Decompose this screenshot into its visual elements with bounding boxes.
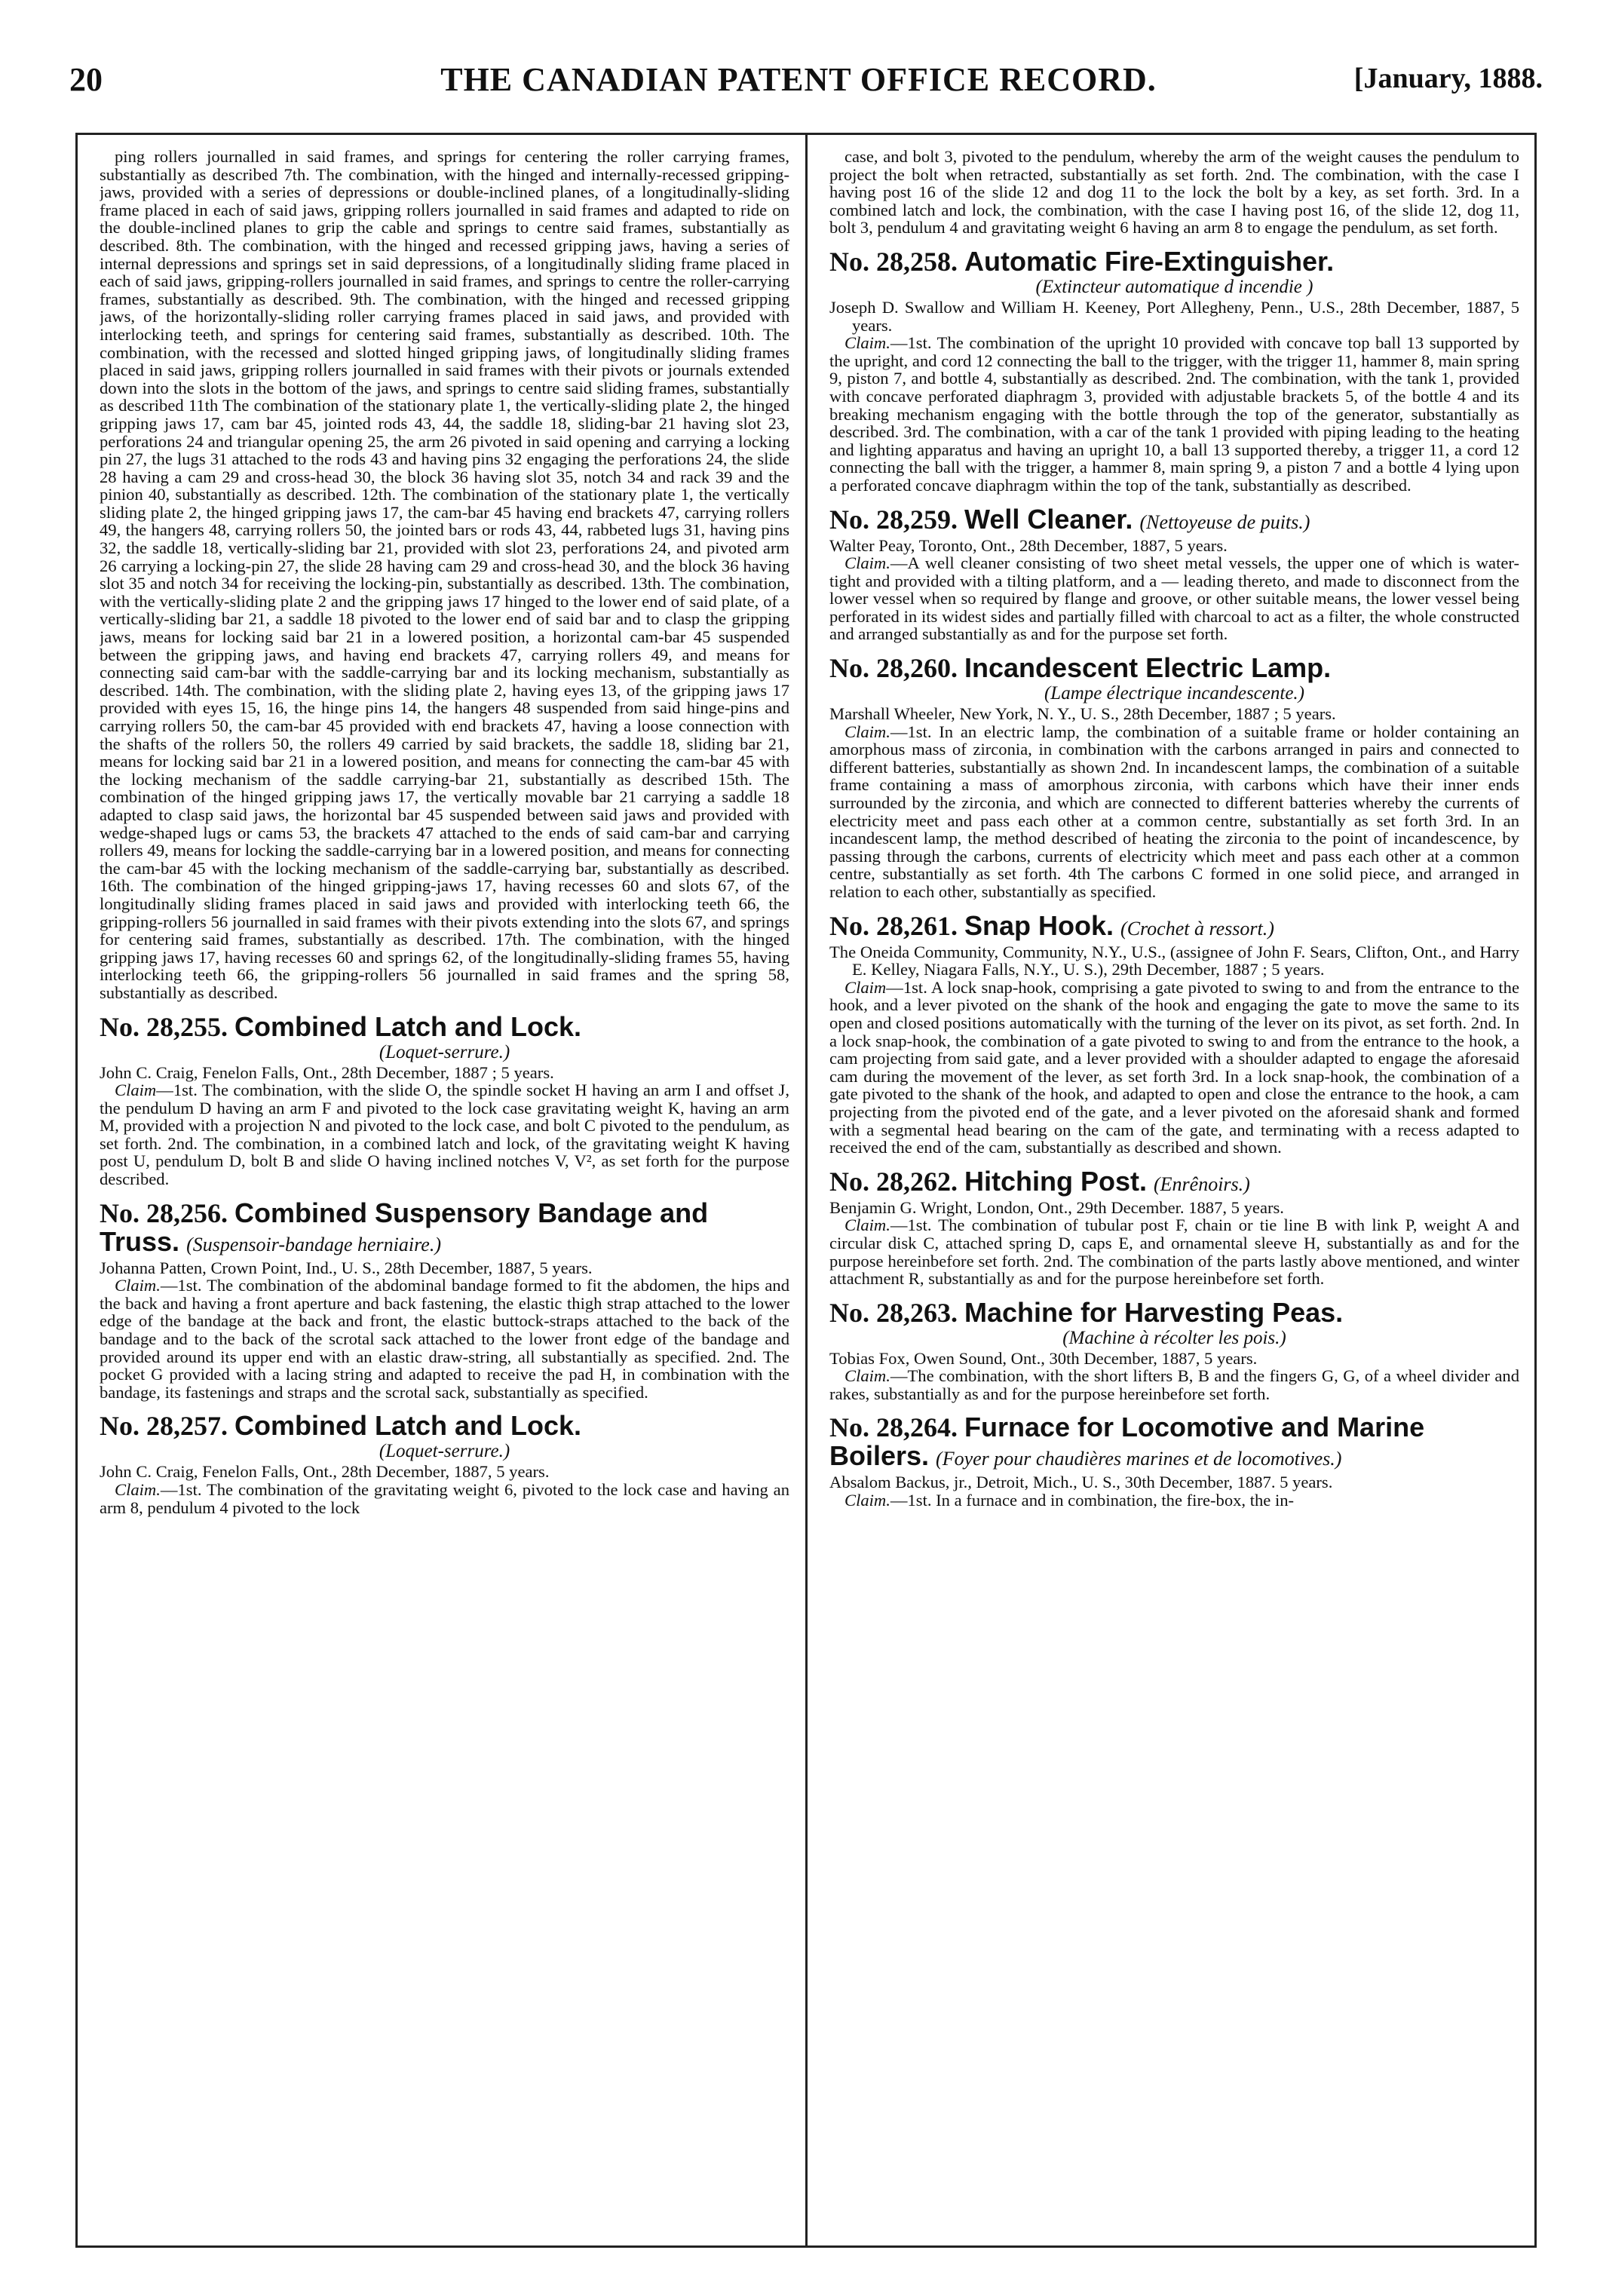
claim-label: Claim. (844, 333, 890, 353)
claim-label: Claim. (844, 1491, 890, 1510)
claim-text (100, 1277, 789, 1401)
entry-heading (100, 1412, 789, 1440)
french-title: (Loquet-serrure.) (379, 1441, 510, 1462)
page-number: 20 (69, 61, 103, 98)
inventor-line: Walter Peay, Toronto, Ont., 28th December, 1887, 5 years. (829, 535, 1228, 555)
patent-entry-28258 (829, 247, 1519, 495)
french-title: (Loquet-serrure.) (379, 1041, 510, 1062)
claim-label: Claim (115, 1081, 157, 1100)
claim-body: —A well cleaner consisting of two sheet metal vessels, the upper one of which is water-tight and provided with a tilting platform, and a — leading thereto, and made to disconnect from the lower vessel when so required by flange and groove, or other suitable means, the lower vessel being perforated in its widest sides and partially filled with charcoal to act as a filter, the whole constructed and arranged substantially as and for the purpose set forth. (829, 553, 1519, 644)
patent-number: No. 28,263. (829, 1297, 958, 1328)
claim-text (829, 334, 1519, 494)
patent-title: Machine for Harvesting Peas. (964, 1296, 1344, 1328)
claim-label: Claim. (844, 553, 890, 573)
patent-entry-28262 (829, 1167, 1519, 1288)
french-title: (Lampe électrique incandescente.) (1044, 683, 1304, 704)
patent-entry-28257 (100, 1412, 789, 1516)
patent-number: No. 28,256. (100, 1197, 228, 1228)
entry-heading (829, 1167, 1519, 1199)
entry-heading (829, 247, 1519, 276)
entry-heading (829, 1413, 1519, 1473)
continued-claims-text: case, and bolt 3, pivoted to the pendulum, whereby the arm of the weight causes the pendulum to project the bolt when retracted, substantially as set forth. 2nd. The combination, with the case I having post 16 of the slide 12 and dog 11 to the lock the bolt by a key, as set forth. 3rd. In a combined latch and lock, the combination, with the case I having post 16, of the slide 12, dog 11, bolt 3, pendulum 4 and gravitating weight 6 having an arm 8 to engage the pendulum, as set forth. (829, 148, 1519, 238)
inventor-line: Absalom Backus, jr., Detroit, Mich., U. S., 30th December, 1887. 5 years. (829, 1473, 1333, 1492)
patent-entry-28264 (829, 1413, 1519, 1509)
claim-body: —1st. The combination, with the slide O, the spindle socket H having an arm I and offset J, the pendulum D having an arm F and pivoted to the lock case gravitating weight K, having an arm M, provided with a projection N and pivoted to the lock case, and bolt C pivoted to the pendulum, as set forth. 2nd. The combination, in a combined latch and lock, of the gravitating weight K having post U, pendulum D, bolt B and slide O having inclined notches V, V², as set forth for the purpose described. (100, 1081, 789, 1189)
inventor-line: Johanna Patten, Crown Point, Ind., U. S., 28th December, 1887, 5 years. (100, 1258, 593, 1277)
patent-entry-28259 (829, 505, 1519, 644)
entry-heading (829, 909, 1519, 943)
patent-number: No. 28,260. (829, 653, 958, 684)
inventor-line: John C. Craig, Fenelon Falls, Ont., 28th December, 1887 ; 5 years. (100, 1062, 554, 1082)
patent-number: No. 28,257. (100, 1411, 228, 1442)
patent-entry-28261 (829, 909, 1519, 1157)
entry-heading (829, 1298, 1519, 1327)
claim-body: —1st. The combination of the abdominal bandage formed to fit the abdomen, the hips and the back and having a front aperture and back fastening, the elastic thigh strap attached to the lower edge of the bandage at the back and front, the elastic buttock-straps attached to the back of the bandage and to the back of the scrotal sack attached to the lower front edge of the bandage and provided around its upper end with an elastic draw-string, all substantially as specified. 2nd. The pocket G provided with a lacing string and adapted to receive the pad H, in combination with the bandage, its fastenings and straps and the scrotal sack, substantially as specified. (100, 1276, 789, 1402)
claim-label: Claim. (115, 1276, 161, 1295)
patent-number: No. 28,264. (829, 1412, 958, 1443)
claim-text (829, 1216, 1519, 1287)
claim-body: —1st. The combination of tubular post F, chain or tie line B with link P, weight A and circular disk C, attached spring D, caps E, and ornamental sleeve H, substantially as and for the purpose hereinbefore set forth. 2nd. The combination of the parts lastly above mentioned, and winter attachment R, substantially as and for the purpose hereinbefore set forth. (829, 1215, 1519, 1289)
claim-body: —1st. In a furnace and in combination, the fire-box, the in- (890, 1491, 1295, 1510)
claim-label: Claim (844, 977, 887, 997)
inventor-line: The Oneida Community, Community, N.Y., U.S., (assignee of John F. Sears, Clifton, Ont., and Harry E. Kelley, Niagara Falls, N.Y., U. S.), 29th December, 1887 ; 5 years. (829, 942, 1519, 979)
patent-entry-28256 (100, 1199, 789, 1402)
patent-number: No. 28,261. (829, 910, 958, 941)
claim-label: Claim. (844, 1215, 890, 1235)
claim-text (829, 979, 1519, 1157)
patent-entry-28260 (829, 654, 1519, 901)
french-title: (Foyer pour chaudières marines et de locomotives.) (936, 1448, 1342, 1470)
claim-text (829, 1491, 1519, 1510)
french-title: (Crochet à ressort.) (1120, 917, 1274, 940)
claim-text (829, 1367, 1519, 1402)
page-title: THE CANADIAN PATENT OFFICE RECORD. (440, 61, 1157, 98)
patent-title: Furnace for Locomotive and Marine Boilers. (829, 1412, 1425, 1472)
continued-claims-text: ping rollers journalled in said frames, and springs for centering the roller carrying frames, substantially as described 7th. The combination, with the hinged and internally-recessed gripping-jaws, provided with a series of depressions or double-inclined planes, of a longitudinally-sliding frame placed in each of said jaws, gripping rollers journalled in said frames and adapted to ride on the double-inclined planes to grip the cable and springs to centre said frames, substantially as described. 8th. The combination, with the hinged and recessed gripping jaws, having a series of internal depressions and springs set in said depressions, of a longitudinally sliding frame placed in each of said jaws, gripping-rollers journalled in said frames, and springs to centre the roller-carrying frames, substantially as described. 9th. The combination, with the hinged and recessed gripping jaws, of the horizontally-sliding roller carrying frames placed in said jaws, and provided with interlocking teeth, and springs for centering said frames, substantially as described. 10th. The combination, with the recessed and slotted hinged gripping jaws, of longitudinally sliding frames placed in said jaws, gripping rollers journalled in said frames with their pivots or journals extended down into the slots in the bottom of the jaws, and springs to centre said sliding frames, substantially as described 11th The combination of the stationary plate 1, the vertically-sliding plate 2, the hinged gripping jaws 17, cam bar 45, jointed rods 43, 44, the saddle 18, sliding-bar 21 having slot 23, perforations 24 and triangular opening 25, the arm 26 pivoted in said opening and carrying a locking pin 27, the lugs 31 attached to the rods 43 and having pins 32 engaging the perforations 24, the slide 28 having a cam 29 and cross-head 30, the block 36 having slot 35, notch 34 and rack 39 and the pinion 40, substantially as described. 12th. The combination of the stationary plate 1, the vertically sliding plate 2, the hinged gripping jaws 17, the cam-bar 45 having end brackets 47, carrying rollers 49, the hangers 48, carrying rollers 50, the jointed bars or rods 43, 44, rabbeted lugs 31, having pins 32, the saddle 18, vertically-sliding bar 21, provided with slot 23, perforations 24, and pivoted arm 26 carrying a locking-pin 27, the slide 28 having cam 29 and cross-head 30, and the block 36 having slot 35 and notch 34 for receiving the locking-pin, substantially as described. 13th. The combination, with the vertically-sliding plate 2 and the gripping jaws 17 hinged to the lower end of said plate, of a vertically-sliding bar 21, a saddle 18 pivoted to the lower end of said bar and to clasp the gripping jaws, means for locking said bar 21 in a lowered position, a horizontal cam-bar 45 suspended between the gripping jaws, and having end brackets 47, carrying rollers 49, and means for connecting said cam-bar with the saddle-carrying bar and its locking mechanism, substantially as described. 14th. The combination, with the sliding plate 2, having eyes 13, of the gripping jaws 17 provided with eyes 15, 16, the hinge pins 14, the hangers 48 suspended from said hinge-pins and carrying rollers 50, the cam-bar 45 provided with end brackets 47, having a loose connection with the shafts of the rollers 50, the rollers 49 carried by said brackets, the saddle 18, sliding bar 21, means for locking said bar 21 in a lowered position, and means for connecting the cam-bar 45 with the locking mechanism of the saddle carrying-bar 21, substantially as described 15th. The combination of the hinged gripping jaws 17, the vertically movable bar 21 carrying a saddle 18 adapted to clasp said jaws, the horizontal bar 45 suspended between said jaws and provided with wedge-shaped lugs or cams 53, the brackets 47 attached to the ends of said cam-bar and carrying rollers 49, means for locking the saddle-carrying bar in a lowered position, and means for connecting the cam-bar 45 with the locking mechanism of the saddle-carrying bar, substantially as described. 16th. The combination of the hinged gripping-jaws 17, having recesses 60 and slots 67, of the longitudinally sliding frames placed in said jaws and provided with interlocking teeth 66, the gripping-rollers 56 journalled in said frames with their pivots extending into the slots 67, and springs for centering said frames, substantially as described. 17th. The combination, with the hinged gripping jaws 17, having recesses 60 and springs 62, of the longitudinally-sliding frames 55, having interlocking teeth 66, the gripping-rollers 56 journalled in said frames and the spring 58, substantially as described. (100, 148, 789, 1002)
french-title: (Extincteur automatique d incendie ) (1035, 276, 1313, 297)
patent-title: Combined Suspensory Bandage and Truss. (100, 1197, 709, 1257)
claim-body: —1st. A lock snap-hook, comprising a gate pivoted to swing to and from the entrance to the hook, and a lever pivoted on the shank of the hook and engaging the gate to move the same to its open and closed positions automatically with the turning of the lever on its pivot, as set forth. 2nd. In a lock snap-hook, the combination of a gate pivoted to swing to and from the entrance to the hook, a cam projecting from said gate, and a lever provided with a shoulder adapted to engage the aforesaid cam during the movement of the lever, as set forth 3rd. In a lock snap-hook, the combination of a gate pivoted to the shank of the hook, and adapted to open and close the entrance to the hook, a cam projecting from the pivoted end of the gate, and a lever pivoted on the aforesaid shank and formed with a segmental head bearing on the cam of the gate, and terminating with a recess adapted to received the end of the cam, substantially as described and shown. (829, 977, 1519, 1157)
patent-entry-28263 (829, 1298, 1519, 1403)
entry-heading (100, 1010, 789, 1042)
patent-title: Combined Latch and Lock. (234, 1010, 582, 1042)
entry-heading (829, 654, 1519, 682)
right-column (829, 148, 1519, 2244)
column-divider (805, 133, 808, 2248)
patent-title: Hitching Post. (964, 1165, 1147, 1197)
left-column (100, 148, 789, 2244)
inventor-line: Tobias Fox, Owen Sound, Ont., 30th December, 1887, 5 years. (829, 1348, 1258, 1368)
patent-number: No. 28,258. (829, 246, 958, 277)
claim-body: —1st. In an electric lamp, the combination of a suitable frame or holder containing an amorphous mass of zirconia, in combination with the carbons arranged in pairs and connected to different batteries, substantially as shown 2nd. In incandescent lamps, the combination of a suitable frame containing a mass of amorphous zirconia, with carbons which have their inner ends surrounded by the zirconia, and which are connected to different batteries whereby the currents of electricity meet and pass each other at a common centre, substantially as set forth 3rd. In an incandescent lamp, the method described of heating the zirconia to the point of incandescence, by passing through the carbons, currents of electricity which meet and pass each other at a common centre, substantially as set forth. 4th The carbons C formed in one solid piece, and arranged in relation to each other, substantially as specified. (829, 722, 1519, 901)
patent-number: No. 28,262. (829, 1166, 958, 1197)
french-title: (Nettoyeuse de puits.) (1139, 510, 1310, 533)
claim-text (100, 1081, 789, 1188)
claim-label: Claim. (115, 1480, 161, 1499)
inventor-line: John C. Craig, Fenelon Falls, Ont., 28th December, 1887, 5 years. (100, 1462, 550, 1482)
inventor-line: Marshall Wheeler, New York, N. Y., U. S., 28th December, 1887 ; 5 years. (829, 704, 1336, 724)
claim-label: Claim. (844, 1366, 890, 1386)
claim-text (829, 554, 1519, 643)
inventor-line: Joseph D. Swallow and William H. Keeney, Port Allegheny, Penn., U.S., 28th December, 1887, 5 years. (829, 297, 1519, 335)
page-header (0, 0, 1597, 113)
patent-title: Automatic Fire-Extinguisher. (964, 245, 1335, 277)
patent-title: Incandescent Electric Lamp. (964, 652, 1332, 684)
entry-heading (100, 1199, 789, 1259)
patent-number: No. 28,259. (829, 504, 958, 535)
issue-date: [January, 1888. (1353, 63, 1543, 94)
french-title: (Suspensoir-bandage herniaire.) (186, 1233, 441, 1255)
french-title: (Enrênoirs.) (1154, 1173, 1250, 1195)
patent-entry-28255 (100, 1010, 789, 1189)
french-title: (Machine à récolter les pois.) (1062, 1327, 1286, 1348)
claim-body: —1st. The combination of the upright 10 provided with concave top ball 13 supported by the upright, and cord 12 connecting the ball to the trigger, with the trigger 11, hammer 8, main spring 9, piston 7, and bottle 4, substantially as described. 2nd. The combination, with the tank 1, provided with concave perforated diaphragm 3, provided with adjustable brackets 5, of the bottle 4 and its breaking mechanism engaging with the bottle through the top of the generator, substantially as described. 3rd. The combination, with a car of the tank 1 provided with piping leading to the heating and lighting apparatus and having an upright 10, a ball 13 supported thereby, a trigger 11, a cord 12 connecting the ball with the trigger, a hammer 8, main spring 9, a piston 7 and a bottle 4 lying upon a perforated concave diaphragm within the top of the tank, substantially as described. (829, 333, 1519, 495)
patent-number: No. 28,255. (100, 1011, 228, 1042)
entry-heading (829, 505, 1519, 537)
claim-text (100, 1481, 789, 1516)
patent-title: Well Cleaner. (964, 503, 1133, 535)
claim-label: Claim. (844, 722, 890, 741)
claim-body: —The combination, with the short lifters B, B and the fingers G, G, of a wheel divider and rakes, substantially as and for the purpose hereinbefore set forth. (829, 1366, 1519, 1403)
patent-title: Snap Hook. (964, 909, 1114, 941)
claim-body: —1st. The combination of the gravitating weight 6, pivoted to the lock case and having an arm 8, pendulum 4 pivoted to the lock (100, 1480, 789, 1517)
patent-title: Combined Latch and Lock. (234, 1410, 582, 1442)
inventor-line: Benjamin G. Wright, London, Ont., 29th December. 1887, 5 years. (829, 1197, 1284, 1217)
claim-text (829, 723, 1519, 901)
